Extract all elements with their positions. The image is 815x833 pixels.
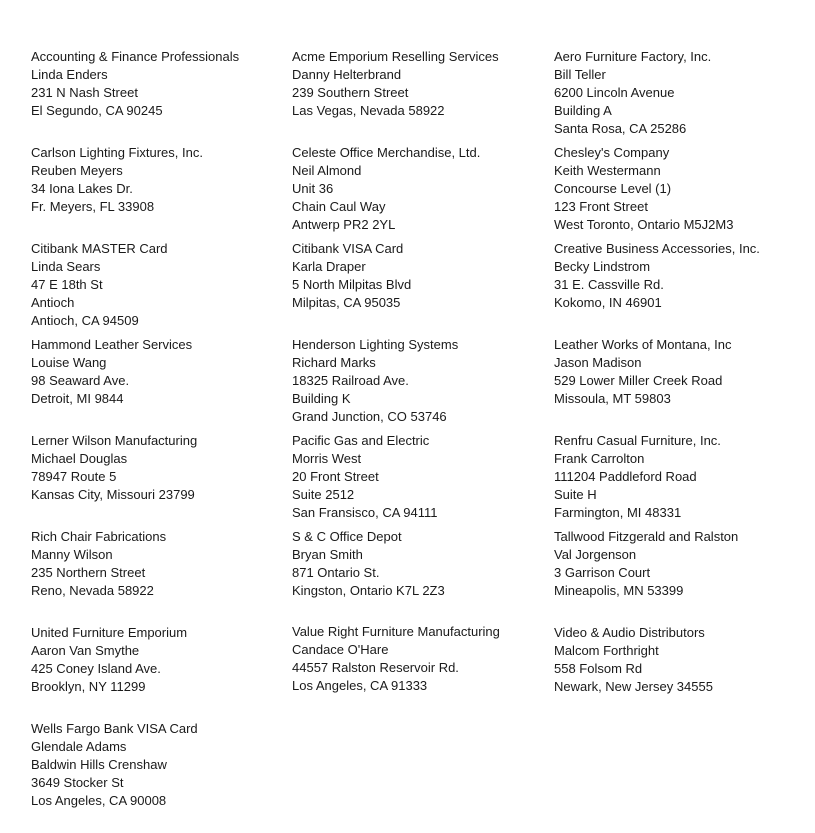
address-line: 425 Coney Island Ave. xyxy=(31,661,161,676)
address-line: Building A xyxy=(554,103,612,118)
address-line: 3649 Stocker St xyxy=(31,775,124,790)
contact-name: Glendale Adams xyxy=(31,739,127,754)
company-name: Tallwood Fitzgerald and Ralston xyxy=(554,529,739,544)
contact-name: Linda Enders xyxy=(31,67,108,82)
contact-name: Michael Douglas xyxy=(31,451,128,466)
contact-name: Louise Wang xyxy=(31,355,107,370)
address-label xyxy=(292,432,542,522)
contact-name: Keith Westermann xyxy=(554,163,661,178)
contact-name: Jason Madison xyxy=(554,355,642,370)
address-label xyxy=(292,336,542,426)
city-state-zip: Santa Rosa, CA 25286 xyxy=(554,121,687,136)
address-line: Unit 36 xyxy=(292,181,334,196)
address-label xyxy=(292,528,542,600)
city-state-zip: Las Vegas, Nevada 58922 xyxy=(292,103,445,118)
address-line: 47 E 18th St xyxy=(31,277,103,292)
company-name: Chesley's Company xyxy=(554,145,670,160)
company-name: Video & Audio Distributors xyxy=(554,625,705,640)
city-state-zip: Antioch, CA 94509 xyxy=(31,313,139,328)
company-name: S & C Office Depot xyxy=(292,529,402,544)
company-name: Lerner Wilson Manufacturing xyxy=(31,433,198,448)
city-state-zip: Kingston, Ontario K7L 2Z3 xyxy=(292,583,445,598)
address-label xyxy=(292,240,542,312)
contact-name: Danny Helterbrand xyxy=(292,67,402,82)
company-name: Creative Business Accessories, Inc. xyxy=(554,241,760,256)
contact-name: Candace O'Hare xyxy=(292,642,389,657)
address-line: 6200 Lincoln Avenue xyxy=(554,85,675,100)
company-name: Aero Furniture Factory, Inc. xyxy=(554,49,712,64)
contact-name: Richard Marks xyxy=(292,355,376,370)
contact-name: Frank Carrolton xyxy=(554,451,645,466)
company-name: Hammond Leather Services xyxy=(31,337,193,352)
contact-name: Malcom Forthright xyxy=(554,643,659,658)
contact-name: Linda Sears xyxy=(31,259,101,274)
address-line: 871 Ontario St. xyxy=(292,565,380,580)
city-state-zip: Milpitas, CA 95035 xyxy=(292,295,401,310)
address-label xyxy=(554,336,804,408)
city-state-zip: Kansas City, Missouri 23799 xyxy=(31,487,195,502)
contact-name: Bill Teller xyxy=(554,67,606,82)
address-label xyxy=(31,624,281,696)
address-label xyxy=(292,48,542,120)
address-label xyxy=(554,432,804,522)
company-name: Celeste Office Merchandise, Ltd. xyxy=(292,145,481,160)
address-label xyxy=(554,528,804,600)
address-label xyxy=(554,48,804,138)
contact-name: Bryan Smith xyxy=(292,547,363,562)
contact-name: Morris West xyxy=(292,451,362,466)
city-state-zip: Missoula, MT 59803 xyxy=(554,391,671,406)
address-line: Concourse Level (1) xyxy=(554,181,672,196)
company-name: Henderson Lighting Systems xyxy=(292,337,459,352)
company-name: United Furniture Emporium xyxy=(31,625,188,640)
city-state-zip: Los Angeles, CA 90008 xyxy=(31,793,167,808)
address-line: 44557 Ralston Reservoir Rd. xyxy=(292,660,459,675)
city-state-zip: San Fransisco, CA 94111 xyxy=(292,505,438,520)
contact-name: Aaron Van Smythe xyxy=(31,643,140,658)
company-name: Renfru Casual Furniture, Inc. xyxy=(554,433,721,448)
contact-name: Manny Wilson xyxy=(31,547,113,562)
company-name: Carlson Lighting Fixtures, Inc. xyxy=(31,145,203,160)
address-line: Suite H xyxy=(554,487,597,502)
city-state-zip: Detroit, MI 9844 xyxy=(31,391,124,406)
address-line: 529 Lower Miller Creek Road xyxy=(554,373,723,388)
contact-name: Neil Almond xyxy=(292,163,362,178)
address-label xyxy=(554,624,804,696)
city-state-zip: West Toronto, Ontario M5J2M3 xyxy=(554,217,734,232)
city-state-zip: El Segundo, CA 90245 xyxy=(31,103,163,118)
city-state-zip: Antwerp PR2 2YL xyxy=(292,217,396,232)
city-state-zip: Grand Junction, CO 53746 xyxy=(292,409,447,424)
city-state-zip: Reno, Nevada 58922 xyxy=(31,583,154,598)
address-line: 123 Front Street xyxy=(554,199,648,214)
company-name: Value Right Furniture Manufacturing xyxy=(292,624,500,639)
address-label xyxy=(31,720,281,810)
address-line: 98 Seaward Ave. xyxy=(31,373,130,388)
contact-name: Karla Draper xyxy=(292,259,366,274)
company-name: Wells Fargo Bank VISA Card xyxy=(31,721,198,736)
company-name: Accounting & Finance Professionals xyxy=(31,49,240,64)
contact-name: Reuben Meyers xyxy=(31,163,123,178)
address-line: 558 Folsom Rd xyxy=(554,661,643,676)
company-name: Acme Emporium Reselling Services xyxy=(292,49,499,64)
address-line: 18325 Railroad Ave. xyxy=(292,373,409,388)
city-state-zip: Kokomo, IN 46901 xyxy=(554,295,662,310)
address-line: 31 E. Cassville Rd. xyxy=(554,277,664,292)
address-line: Building K xyxy=(292,391,351,406)
city-state-zip: Mineapolis, MN 53399 xyxy=(554,583,684,598)
address-line: 3 Garrison Court xyxy=(554,565,651,580)
address-label xyxy=(31,48,281,120)
address-label xyxy=(292,623,542,695)
city-state-zip: Farmington, MI 48331 xyxy=(554,505,682,520)
company-name: Pacific Gas and Electric xyxy=(292,433,430,448)
address-line: 239 Southern Street xyxy=(292,85,409,100)
address-line: Baldwin Hills Crenshaw xyxy=(31,757,167,772)
address-line: 231 N Nash Street xyxy=(31,85,138,100)
company-name: Rich Chair Fabrications xyxy=(31,529,167,544)
address-line: 34 Iona Lakes Dr. xyxy=(31,181,133,196)
address-line: Chain Caul Way xyxy=(292,199,386,214)
address-label xyxy=(554,144,804,234)
address-line: 111204 Paddleford Road xyxy=(554,469,697,484)
contact-name: Val Jorgenson xyxy=(554,547,637,562)
city-state-zip: Brooklyn, NY 11299 xyxy=(31,679,146,694)
address-label xyxy=(31,240,281,330)
city-state-zip: Newark, New Jersey 34555 xyxy=(554,679,713,694)
company-name: Citibank MASTER Card xyxy=(31,241,168,256)
address-label xyxy=(31,528,281,600)
address-label xyxy=(31,336,281,408)
address-label xyxy=(554,240,804,312)
address-label xyxy=(31,144,281,216)
address-line: Antioch xyxy=(31,295,75,310)
address-line: 20 Front Street xyxy=(292,469,379,484)
city-state-zip: Fr. Meyers, FL 33908 xyxy=(31,199,155,214)
address-line: 235 Northern Street xyxy=(31,565,146,580)
address-label xyxy=(31,432,281,504)
address-line: 5 North Milpitas Blvd xyxy=(292,277,412,292)
company-name: Citibank VISA Card xyxy=(292,241,404,256)
contact-name: Becky Lindstrom xyxy=(554,259,651,274)
address-line: Suite 2512 xyxy=(292,487,355,502)
company-name: Leather Works of Montana, Inc xyxy=(554,337,732,352)
city-state-zip: Los Angeles, CA 91333 xyxy=(292,678,428,693)
address-line: 78947 Route 5 xyxy=(31,469,117,484)
address-label xyxy=(292,144,542,234)
